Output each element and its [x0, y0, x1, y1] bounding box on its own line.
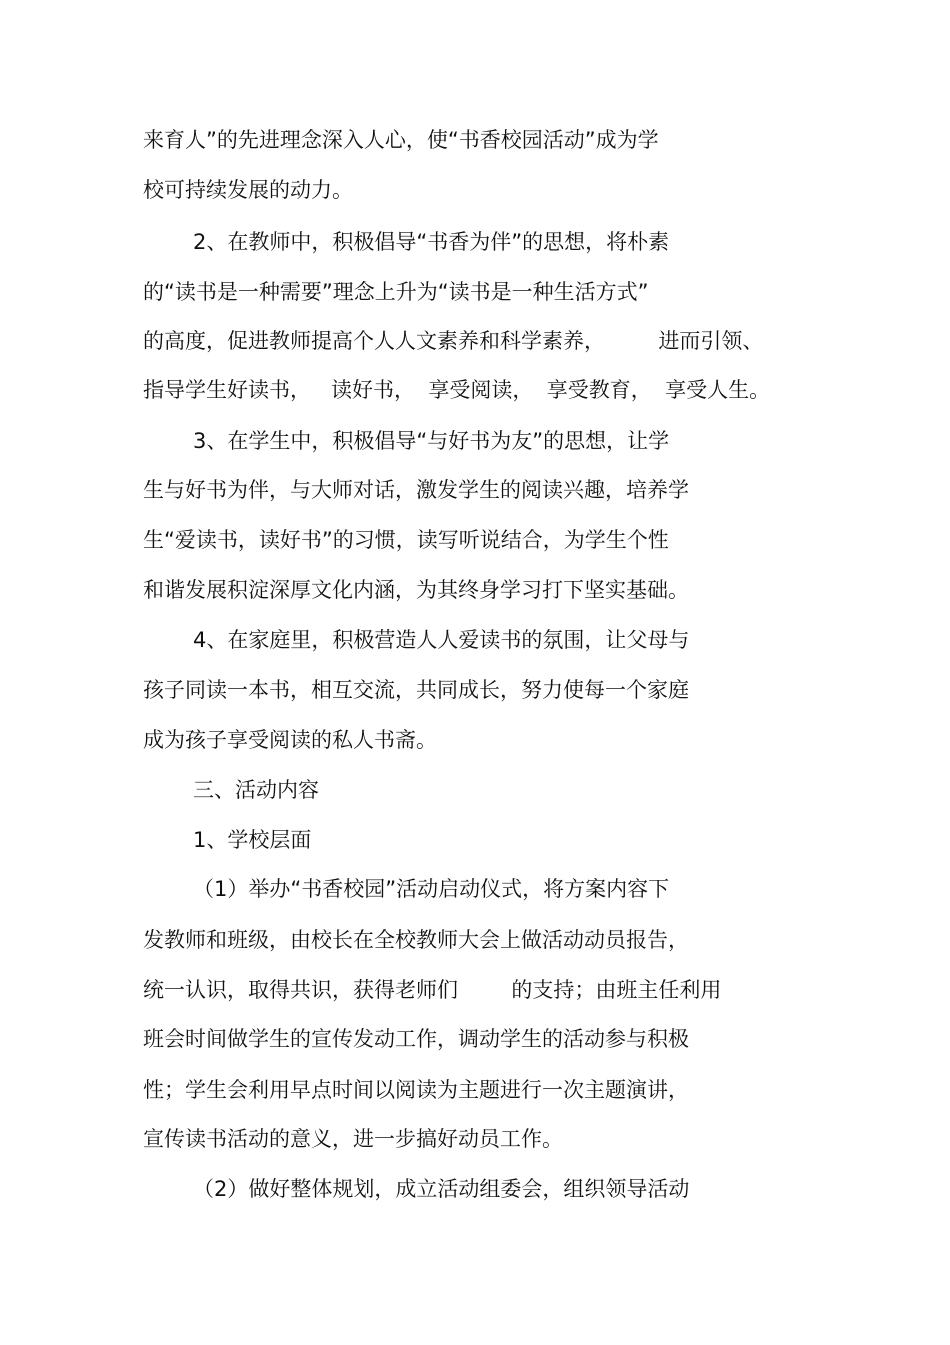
text-line: 成为孩子享受阅读的私人书斋。 — [143, 728, 437, 752]
text-line: 发教师和班级，由校长在全校教师大会上做活动动员报告， — [143, 928, 689, 952]
text-line: 的“读书是一种需要”理念上升为“读书是一种生活方式” — [143, 280, 649, 304]
text-line: 2、在教师中，积极倡导“书香为伴”的思想，将朴素 — [193, 230, 670, 254]
text-line: 班会时间做学生的宣传发动工作，调动学生的活动参与积极 — [143, 1027, 689, 1051]
text-line: 校可持续发展的动力。 — [143, 178, 353, 202]
text-line: 的高度，促进教师提高个人人文素养和科学素养， 进而引领、 — [143, 329, 764, 353]
text-line: 生与好书为伴，与大师对话，激发学生的阅读兴趣，培养学 — [143, 478, 689, 502]
text-line: 生“爱读书，读好书”的习惯，读写听说结合，为学生个性 — [143, 528, 669, 552]
text-line: 来育人”的先进理念深入人心，使“书香校园活动”成为学 — [143, 128, 659, 152]
text-line: 宣传读书活动的意义，进一步搞好动员工作。 — [143, 1127, 563, 1151]
text-line: 4、在家庭里，积极营造人人爱读书的氛围，让父母与 — [193, 628, 690, 652]
text-line: 性；学生会利用早点时间以阅读为主题进行一次主题演讲， — [143, 1078, 689, 1102]
text-line: 和谐发展积淀深厚文化内涵，为其终身学习打下坚实基础。 — [143, 578, 689, 602]
text-line: 孩子同读一本书，相互交流，共同成长，努力使每一个家庭 — [143, 678, 689, 702]
text-line: （2）做好整体规划，成立活动组委会，组织领导活动 — [193, 1177, 690, 1201]
text-line: （1）举办“书香校园”活动启动仪式，将方案内容下 — [193, 877, 670, 901]
text-line: 指导学生好读书， 读好书， 享受阅读， 享受教育， 享受人生。 — [143, 378, 771, 402]
text-line: 统一认识，取得共识，获得老师们 的支持；由班主任利用 — [143, 978, 722, 1002]
text-line: 3、在学生中，积极倡导“与好书为友”的思想，让学 — [193, 429, 670, 453]
section-heading: 三、活动内容 — [193, 778, 319, 802]
subsection-heading: 1、学校层面 — [193, 828, 312, 852]
